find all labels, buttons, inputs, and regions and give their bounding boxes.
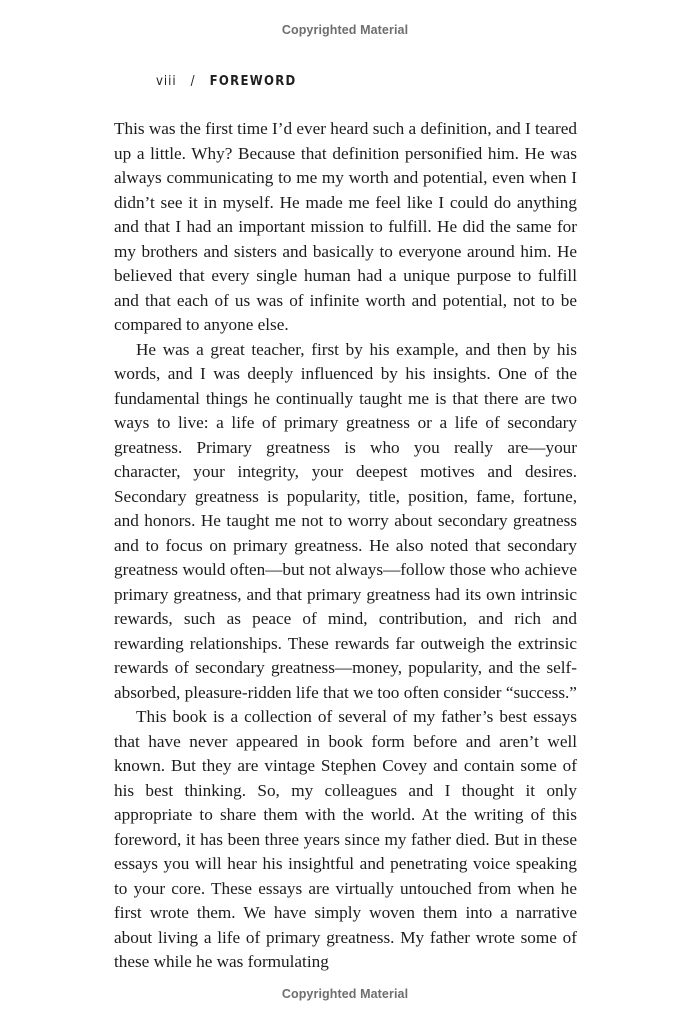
copyright-watermark-top: Copyrighted Material (281, 23, 409, 37)
running-head-separator: / (190, 74, 196, 89)
paragraph-2: He was a great teacher, first by his example, and then by his words, and I was deeply influenced by his insights. One of the fundamental things he continually taught me is that there are two ways to live: a life of primary greatness or a life of secondary greatness. Primary greatness is who you really are—your character, your integrity, your deepest motives and desires. Secondary greatness is popularity, title, position, fame, fortune, and honors. He taught me not to worry about secondary greatness and to focus on primary greatness. He also noted that secondary greatness would often—but not always—follow those who achieve primary greatness, and that primary greatness had its own intrinsic rewards, such as peace of mind, contribution, and rich and rewarding relationships. These rewards far outweigh the extrinsic rewards of secondary greatness—money, popularity, and the self-absorbed, pleasure-ridden life that we too often consider “success.” (114, 339, 577, 702)
paragraph-3: This book is a collection of several of my father’s best essays that have never appeared in book form before and aren’t well known. But they are vintage Stephen Covey and contain some of his best thinking. So, my colleagues and I thought it only appropriate to share them with the world. At the writing of this foreword, it has been three years since my father died. But in these essays you will hear his insightful and penetrating voice speaking to your core. These essays are virtually untouched from when he first wrote them. We have simply woven them into a narrative about living a life of primary greatness. My father wrote some of these while he was formulating (114, 707, 577, 971)
paragraph-1: This was the first time I’d ever heard such a definition, and I teared up a little. Why? Because that definition personified him. He was always communicating to me my worth and potential, even when I didn’t see it in myself. He made me feel like I could do anything and that I had an important mission to fulfill. He did the same for my brothers and sisters and basically to everyone around him. He believed that every single human had a unique purpose to fulfill and that each of us was of infinite worth and potential, not to be compared to anyone else. (114, 119, 577, 334)
body-text (114, 117, 577, 975)
page-number: viii (156, 74, 177, 89)
running-head (156, 74, 297, 89)
copyright-watermark-bottom: Copyrighted Material (281, 987, 409, 1001)
chapter-title: FOREWORD (209, 74, 297, 89)
